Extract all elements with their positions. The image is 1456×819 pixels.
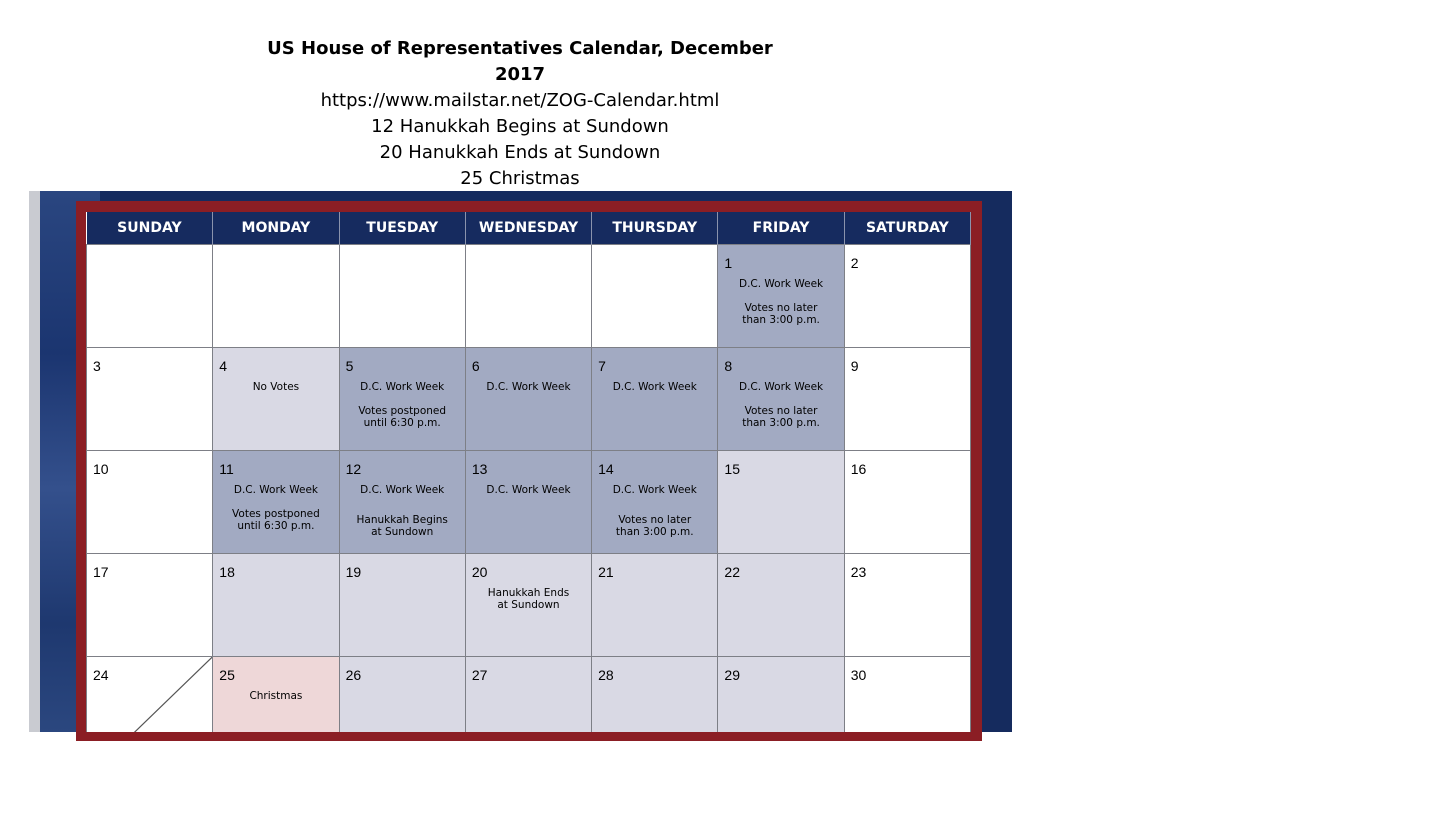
day-number: 9: [850, 358, 859, 374]
weeks-body: [87, 245, 971, 733]
day-header-wednesday: WEDNESDAY: [465, 212, 591, 245]
week-row: [87, 348, 971, 451]
day-cell-27: [465, 657, 591, 733]
day-number: 27: [471, 667, 488, 683]
day-number: 2: [850, 255, 859, 271]
day-note: D.C. Work Week: [612, 484, 697, 496]
day-note: D.C. Work Week: [486, 484, 571, 496]
day-cell-13: [465, 451, 591, 554]
split-cell-diagonal: [87, 657, 212, 732]
day-cell-10: [87, 451, 213, 554]
day-cell-25: [213, 657, 339, 733]
week-row: [87, 451, 971, 554]
empty-day-cell: [592, 245, 718, 348]
day-cell-4: [213, 348, 339, 451]
day-cell-20: [465, 554, 591, 657]
day-number: 19: [345, 564, 362, 580]
day-cell-9: [844, 348, 970, 451]
day-cell-3: [87, 348, 213, 451]
day-cell-5: [339, 348, 465, 451]
day-number: 12: [345, 461, 362, 477]
day-cell-11: [213, 451, 339, 554]
empty-day-cell: [465, 245, 591, 348]
day-note: Votes postponed until 6:30 p.m.: [358, 405, 447, 429]
day-number: 13: [471, 461, 488, 477]
day-note: No Votes: [252, 381, 300, 393]
day-note: D.C. Work Week: [360, 484, 445, 496]
day-cell-22: [718, 554, 844, 657]
day-header-monday: MONDAY: [213, 212, 339, 245]
day-note: Votes no later than 3:00 p.m.: [615, 514, 694, 538]
day-number: 10: [93, 461, 109, 477]
day-number: 15: [724, 461, 740, 477]
calendar-grid: [86, 212, 971, 732]
caption-line-hanukkah-begins: 12 Hanukkah Begins at Sundown: [371, 116, 669, 137]
day-cell-1: [718, 245, 844, 348]
week-row: [87, 245, 971, 348]
empty-day-cell: [213, 245, 339, 348]
day-note: D.C. Work Week: [486, 381, 571, 393]
day-number: 3: [93, 358, 101, 374]
day-cell-6: [465, 348, 591, 451]
day-number: 18: [219, 564, 235, 580]
frame-left-strip: [29, 191, 40, 732]
day-note: D.C. Work Week: [738, 381, 824, 393]
day-cell-18: [213, 554, 339, 657]
day-note: Hanukkah Begins at Sundown: [356, 514, 448, 538]
day-cell-29: [718, 657, 844, 733]
day-number: 23: [850, 564, 867, 580]
day-number: 22: [724, 564, 740, 580]
day-note: Christmas: [249, 690, 303, 702]
caption-line-hanukkah-ends: 20 Hanukkah Ends at Sundown: [379, 142, 661, 163]
day-note: Votes no later than 3:00 p.m.: [742, 405, 820, 429]
day-note: D.C. Work Week: [612, 381, 697, 393]
day-note: Votes postponed until 6:30 p.m.: [232, 508, 320, 532]
caption-line-christmas: 25 Christmas: [460, 168, 580, 189]
day-cell-28: [592, 657, 718, 733]
day-header-thursday: THURSDAY: [592, 212, 718, 245]
day-header-sunday: SUNDAY: [87, 212, 213, 245]
caption-block: [260, 36, 780, 192]
day-cell-16: [844, 451, 970, 554]
day-number: 30: [850, 667, 867, 683]
day-cell-14: [592, 451, 718, 554]
day-number: 14: [598, 461, 614, 477]
day-number: 24: [93, 667, 109, 683]
day-cell-19: [339, 554, 465, 657]
day-cell-7: [592, 348, 718, 451]
day-note: Hanukkah Ends at Sundown: [487, 587, 570, 611]
day-number: 25: [219, 667, 235, 683]
day-number: 8: [724, 358, 733, 374]
day-header-tuesday: TUESDAY: [339, 212, 465, 245]
day-number: 16: [850, 461, 867, 477]
day-number: 7: [598, 358, 606, 374]
day-number: 26: [345, 667, 362, 683]
empty-day-cell: [339, 245, 465, 348]
day-note: D.C. Work Week: [233, 484, 318, 496]
day-number: 17: [93, 564, 109, 580]
day-number: 11: [219, 461, 234, 477]
day-cell-26: [339, 657, 465, 733]
day-cell-15: [718, 451, 844, 554]
day-number: 5: [345, 358, 354, 374]
day-cell-17: [87, 554, 213, 657]
day-cell-21: [592, 554, 718, 657]
week-row: [87, 657, 971, 733]
day-number: 1: [724, 255, 733, 271]
day-cell-23: [844, 554, 970, 657]
day-cell-8: [718, 348, 844, 451]
day-number: 6: [471, 358, 480, 374]
day-number: 4: [219, 358, 228, 374]
day-note: D.C. Work Week: [738, 278, 824, 290]
day-cell-12: [339, 451, 465, 554]
calendar-grid-container: [86, 212, 971, 732]
empty-day-cell: [87, 245, 213, 348]
day-header-friday: FRIDAY: [718, 212, 844, 245]
day-number: 20: [471, 564, 488, 580]
calendar-title: US House of Representatives Calendar, December 2017: [267, 38, 773, 85]
week-row: [87, 554, 971, 657]
day-header-row: [87, 212, 971, 245]
day-number: 29: [724, 667, 740, 683]
day-cell-30: [844, 657, 970, 733]
day-note: D.C. Work Week: [360, 381, 445, 393]
source-url[interactable]: https://www.mailstar.net/ZOG-Calendar.html: [320, 90, 720, 111]
day-header-saturday: SATURDAY: [844, 212, 970, 245]
day-cell-24: [87, 657, 213, 733]
day-number: 21: [598, 564, 614, 580]
day-cell-2: [844, 245, 970, 348]
day-note: Votes no later than 3:00 p.m.: [742, 302, 820, 326]
day-number: 28: [598, 667, 614, 683]
